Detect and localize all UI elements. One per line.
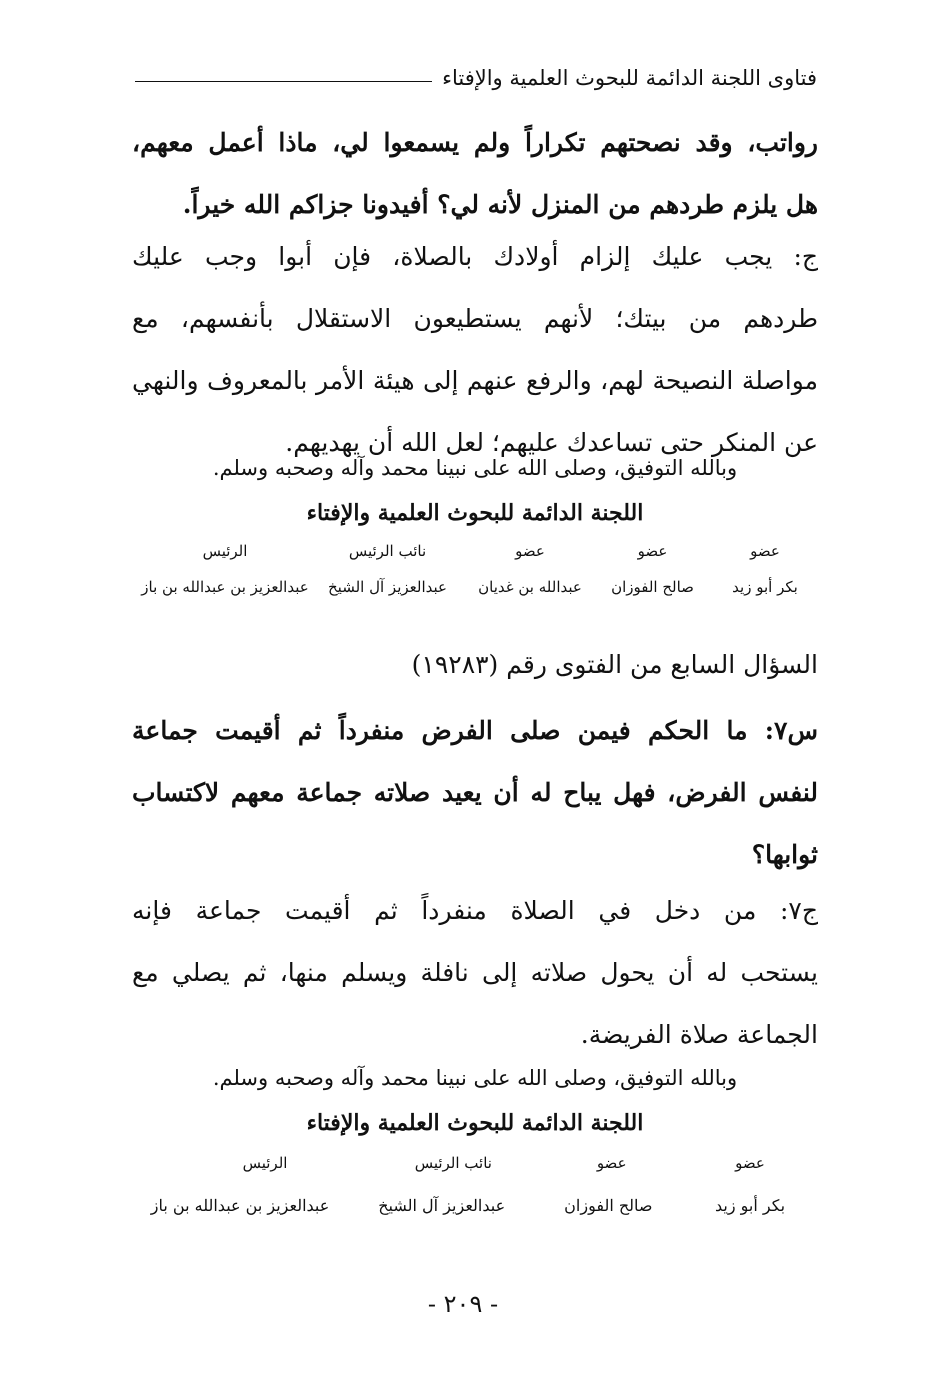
closing-formula-1: وبالله التوفيق، وصلى الله على نبينا محمد وآله وصحبه وسلم. bbox=[212, 456, 738, 480]
answer-2-text bbox=[132, 880, 818, 1066]
committee-name-1: اللجنة الدائمة للبحوث العلمية والإفتاء bbox=[306, 500, 644, 526]
signatory-role: عضو bbox=[750, 542, 780, 560]
signatory-names-1 bbox=[140, 578, 820, 596]
signatory-role: الرئيس bbox=[202, 542, 248, 560]
answer-line: ج: يجب عليك إلزام أولادك بالصلاة، فإن أبوا وجب عليك bbox=[132, 242, 818, 271]
answer-line: مواصلة النصيحة لهم، والرفع عنهم إلى هيئة الأمر بالمعروف والنهي bbox=[132, 366, 818, 395]
question-line: س٧: ما الحكم فيمن صلى الفرض منفرداً ثم أقيمت جماعة bbox=[132, 716, 818, 745]
signatory-name: عبدالعزيز آل الشيخ bbox=[378, 1196, 506, 1215]
signatory-name: بكر أبو زيد bbox=[732, 578, 798, 596]
signatory-role: عضو bbox=[637, 542, 668, 560]
answer-line: طردهم من بيتك؛ لأنهم يستطيعون الاستقلال بأنفسهم، مع bbox=[132, 304, 818, 333]
committee-name-2: اللجنة الدائمة للبحوث العلمية والإفتاء bbox=[306, 1110, 644, 1136]
signatory-name: عبدالله بن غديان bbox=[478, 578, 582, 596]
signatory-role: عضو bbox=[596, 1154, 627, 1172]
question-2-text bbox=[132, 700, 818, 886]
header-title: فتاوى اللجنة الدائمة للبحوث العلمية والإفتاء bbox=[442, 66, 817, 90]
signatory-name: صالح الفوزان bbox=[611, 578, 694, 596]
signatory-role: نائب الرئيس bbox=[414, 1154, 492, 1172]
closing-formula-2: وبالله التوفيق، وصلى الله على نبينا محمد وآله وصحبه وسلم. bbox=[212, 1066, 738, 1090]
question-line: لنفس الفرض، فهل يباح له أن يعيد صلاته جماعة معهم لاكتساب bbox=[132, 778, 818, 807]
answer-line: يستحب له أن يحول صلاته إلى نافلة ويسلم منها، ثم يصلي مع bbox=[132, 958, 818, 987]
signatory-names-2 bbox=[140, 1196, 810, 1215]
signatory-role: الرئيس bbox=[242, 1154, 288, 1172]
signatory-name: صالح الفوزان bbox=[564, 1196, 653, 1215]
signatory-role: عضو bbox=[515, 542, 545, 560]
question-line: هل يلزم طردهم من المنزل لأنه لي؟ أفيدونا جزاكم الله خيراً. bbox=[182, 190, 818, 219]
answer-line: ج٧: من دخل في الصلاة منفرداً ثم أقيمت جماعة فإنه bbox=[132, 896, 818, 925]
signatory-role: نائب الرئيس bbox=[348, 542, 427, 560]
running-header bbox=[135, 66, 817, 90]
signatory-name: عبدالعزيز آل الشيخ bbox=[328, 578, 447, 596]
answer-line: الجماعة صلاة الفريضة. bbox=[580, 1020, 818, 1049]
signatory-name: عبدالعزيز بن عبدالله بن باز bbox=[141, 578, 309, 596]
signatory-roles-1 bbox=[140, 542, 820, 560]
signatory-name: بكر أبو زيد bbox=[714, 1196, 786, 1215]
answer-1-text bbox=[132, 226, 818, 474]
signatory-roles-2 bbox=[170, 1154, 810, 1172]
question-1-text bbox=[132, 112, 818, 236]
fatwa-title-2: السؤال السابع من الفتوى رقم (١٩٢٨٣) bbox=[411, 650, 818, 679]
signatory-role: عضو bbox=[735, 1154, 765, 1172]
header-rule bbox=[135, 81, 432, 82]
question-line: رواتب، وقد نصحتهم تكراراً ولم يسمعوا لي، ماذا أعمل معهم، bbox=[132, 128, 818, 157]
page-number: - ٢٠٩ - bbox=[427, 1290, 499, 1318]
question-line: ثوابها؟ bbox=[751, 840, 818, 869]
answer-line: عن المنكر حتى تساعدك عليهم؛ لعل الله أن يهديهم. bbox=[285, 428, 818, 457]
signatory-name: عبدالعزيز بن عبدالله بن باز bbox=[150, 1196, 330, 1215]
